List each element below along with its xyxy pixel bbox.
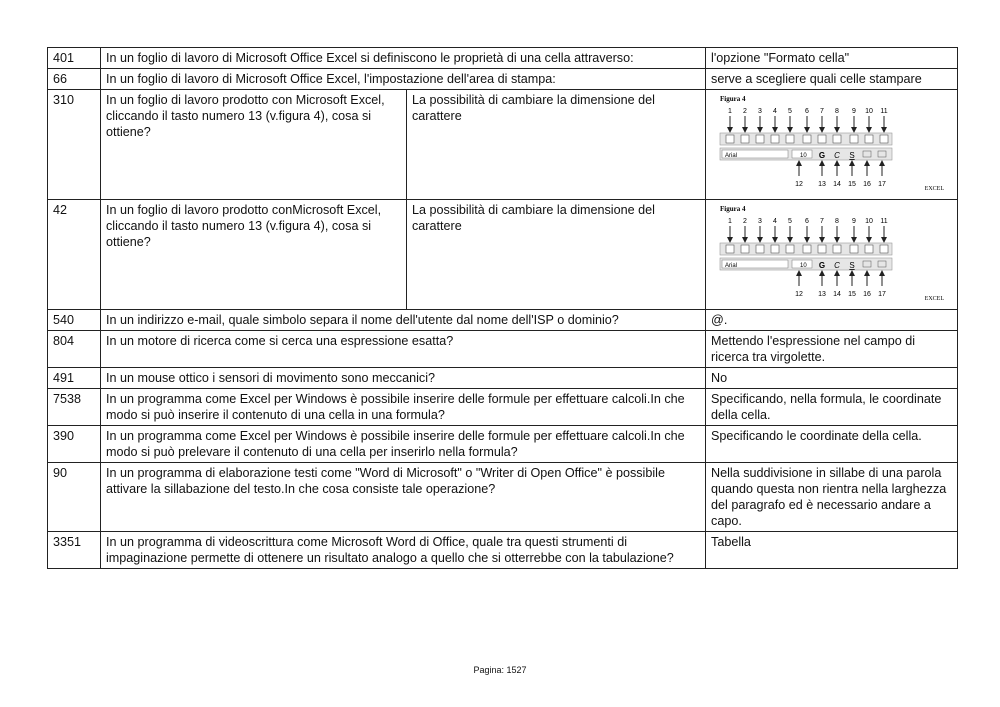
table-row <box>48 90 958 200</box>
underline-button-icon: S <box>848 261 855 270</box>
figure-number: 16 <box>862 181 871 188</box>
question-text: In un programma come Excel per Windows è possibile inserire delle formule per effettuare calcoli.In che modo si può prelevare il contenuto di una cella per inserirlo nella formula? <box>101 426 706 463</box>
question-number: 3351 <box>48 532 101 569</box>
answer-text: La possibilità di cambiare la dimensione del carattere <box>407 90 706 200</box>
figure-number: 6 <box>804 108 809 115</box>
toolbar-button-icon <box>771 135 779 143</box>
font-size-label: 10 <box>799 153 807 159</box>
question-text: In un indirizzo e-mail, quale simbolo separa il nome dell'utente dal nome dell'ISP o dominio? <box>101 310 706 331</box>
figure-number: 6 <box>804 218 809 225</box>
toolbar-button-icon <box>865 245 873 253</box>
toolbar-button-icon <box>741 245 749 253</box>
question-number: 491 <box>48 368 101 389</box>
italic-button-icon: C <box>833 261 840 270</box>
excel-toolbar-figure <box>712 202 952 306</box>
answer-text: Tabella <box>706 532 958 569</box>
question-text: In un motore di ricerca come si cerca una espressione esatta? <box>101 331 706 368</box>
question-number: 390 <box>48 426 101 463</box>
toolbar-button-icon <box>771 245 779 253</box>
font-name-label: Arial <box>724 263 737 269</box>
figure-number: 3 <box>757 108 762 115</box>
figure-number: 14 <box>832 291 841 298</box>
figure-number: 17 <box>877 291 886 298</box>
figure-number: 16 <box>862 291 871 298</box>
figure-number: 1 <box>727 108 732 115</box>
question-number: 540 <box>48 310 101 331</box>
toolbar-button-icon <box>833 245 841 253</box>
toolbar-button-icon <box>726 245 734 253</box>
answer-text: La possibilità di cambiare la dimensione del carattere <box>407 200 706 310</box>
answer-text: serve a scegliere quali celle stampare <box>706 69 958 90</box>
toolbar-button-icon <box>803 245 811 253</box>
question-number: 66 <box>48 69 101 90</box>
toolbar-button-icon <box>850 135 858 143</box>
figure-number: 17 <box>877 181 886 188</box>
question-number: 42 <box>48 200 101 310</box>
underline-button-icon: S <box>848 151 855 160</box>
font-size-label: 10 <box>799 263 807 269</box>
figure-number: 5 <box>787 218 792 225</box>
figure-number: 14 <box>832 181 841 188</box>
answer-text: l'opzione "Formato cella" <box>706 48 958 69</box>
question-text: In un foglio di lavoro di Microsoft Office Excel si definiscono le proprietà di una cella attraverso: <box>101 48 706 69</box>
answer-text: Mettendo l'espressione nel campo di ricerca tra virgolette. <box>706 331 958 368</box>
figure-number: 12 <box>794 291 803 298</box>
toolbar-button-icon <box>850 245 858 253</box>
figure-number: 4 <box>772 218 777 225</box>
toolbar-button-icon <box>756 245 764 253</box>
figure-number: 2 <box>742 108 747 115</box>
answer-text: Specificando le coordinate della cella. <box>706 426 958 463</box>
table-row <box>48 200 958 310</box>
figure-number: 9 <box>851 218 856 225</box>
figure-number: 11 <box>879 108 888 115</box>
figure-number: 9 <box>851 108 856 115</box>
question-number: 804 <box>48 331 101 368</box>
table-row <box>48 389 958 426</box>
italic-button-icon: C <box>833 151 840 160</box>
toolbar-button-icon <box>803 135 811 143</box>
figure-number: 12 <box>794 181 803 188</box>
figure-number: 13 <box>817 291 826 298</box>
toolbar-button-icon <box>880 135 888 143</box>
toolbar-button-icon <box>880 245 888 253</box>
toolbar-button-icon <box>756 135 764 143</box>
figure-number: 7 <box>819 218 824 225</box>
bold-button-icon: G <box>818 151 825 160</box>
table-row <box>48 310 958 331</box>
answer-text: No <box>706 368 958 389</box>
toolbar-button-icon <box>726 135 734 143</box>
table-row <box>48 426 958 463</box>
figure-caption: EXCEL <box>924 186 944 192</box>
table-row <box>48 463 958 532</box>
question-text: In un programma di elaborazione testi come "Word di Microsoft" o "Writer di Open Office" è possibile attivare la sillabazione del testo.In che cosa consiste tale operazione? <box>101 463 706 532</box>
figure-cell <box>706 90 958 200</box>
question-text: In un mouse ottico i sensori di movimento sono meccanici? <box>101 368 706 389</box>
figure-number: 15 <box>847 181 856 188</box>
figure-number: 8 <box>834 218 839 225</box>
question-text: In un foglio di lavoro di Microsoft Office Excel, l'impostazione dell'area di stampa: <box>101 69 706 90</box>
answer-text: Nella suddivisione in sillabe di una parola quando questa non rientra nella larghezza del paragrafo ed è necessario andare a capo. <box>706 463 958 532</box>
answer-text: @. <box>706 310 958 331</box>
page-footer: Pagina: 1527 <box>473 665 527 675</box>
question-text: In un programma come Excel per Windows è possibile inserire delle formule per effettuare calcoli.In che modo si può inserire il contenuto di una cella in una formula? <box>101 389 706 426</box>
question-text: In un programma di videoscrittura come Microsoft Word di Office, quale tra questi strumenti di impaginazione permette di ottenere un risultato analogo a quello che si otterrebbe con la tabulazione? <box>101 532 706 569</box>
figure-number: 13 <box>817 181 826 188</box>
figure-number: 2 <box>742 218 747 225</box>
figure-number: 7 <box>819 108 824 115</box>
figure-number: 5 <box>787 108 792 115</box>
excel-toolbar-figure <box>712 92 952 196</box>
question-number: 310 <box>48 90 101 200</box>
figure-number: 3 <box>757 218 762 225</box>
font-name-label: Arial <box>724 153 737 159</box>
figure-number: 8 <box>834 108 839 115</box>
figure-cell <box>706 200 958 310</box>
quiz-table <box>47 47 958 569</box>
toolbar-button-icon <box>741 135 749 143</box>
figure-number: 4 <box>772 108 777 115</box>
question-number: 90 <box>48 463 101 532</box>
figure-number: 15 <box>847 291 856 298</box>
toolbar-button-icon <box>818 135 826 143</box>
toolbar-button-icon <box>786 135 794 143</box>
figure-title: Figura 4 <box>719 205 746 213</box>
question-text: In un foglio di lavoro prodotto conMicrosoft Excel, cliccando il tasto numero 13 (v.figura 4), cosa si ottiene? <box>101 200 407 310</box>
bold-button-icon: G <box>818 261 825 270</box>
question-text: In un foglio di lavoro prodotto con Microsoft Excel, cliccando il tasto numero 13 (v.figura 4), cosa si ottiene? <box>101 90 407 200</box>
question-number: 401 <box>48 48 101 69</box>
toolbar-button-icon <box>865 135 873 143</box>
figure-number: 11 <box>879 218 888 225</box>
figure-number: 10 <box>864 218 873 225</box>
question-number: 7538 <box>48 389 101 426</box>
figure-number: 1 <box>727 218 732 225</box>
table-row <box>48 48 958 69</box>
table-row <box>48 69 958 90</box>
toolbar-button-icon <box>833 135 841 143</box>
toolbar-button-icon <box>818 245 826 253</box>
toolbar-button-icon <box>786 245 794 253</box>
table-row <box>48 368 958 389</box>
table-row <box>48 532 958 569</box>
figure-number: 10 <box>864 108 873 115</box>
figure-title: Figura 4 <box>719 95 746 103</box>
table-row <box>48 331 958 368</box>
figure-caption: EXCEL <box>924 296 944 302</box>
answer-text: Specificando, nella formula, le coordinate della cella. <box>706 389 958 426</box>
